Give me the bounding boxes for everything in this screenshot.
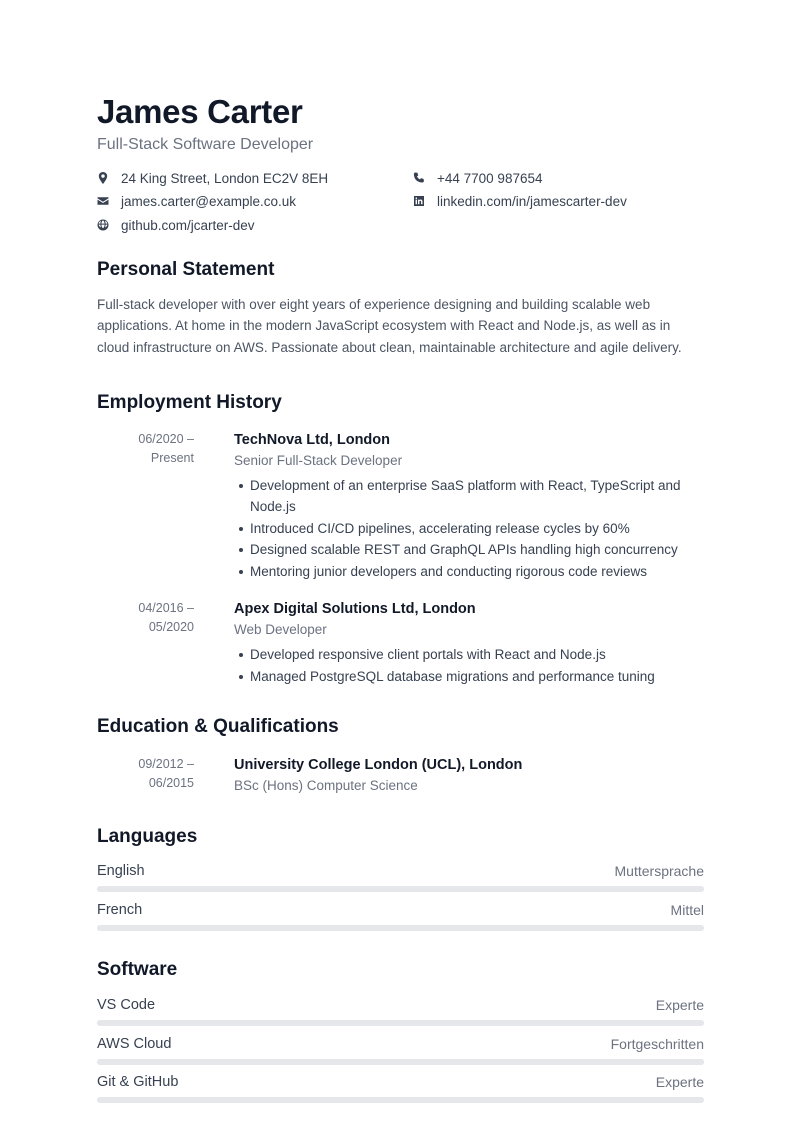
skill-label: English xyxy=(97,863,145,880)
entry-date-start: 06/2020 – xyxy=(138,431,194,446)
bullet-item: Designed scalable REST and GraphQL APIs handling high concurrency xyxy=(234,539,704,561)
contact-address xyxy=(97,168,328,188)
languages-list xyxy=(97,861,704,938)
skill-bar-track xyxy=(97,1020,704,1026)
entry-degree: BSc (Hons) Computer Science xyxy=(234,778,418,794)
linkedin-icon xyxy=(413,195,425,207)
skill-level: Muttersprache xyxy=(614,863,704,880)
skill-bar-fill xyxy=(97,1020,704,1026)
bullet-item: Introduced CI/CD pipelines, accelerating release cycles by 60% xyxy=(234,518,704,540)
entry-company: Apex Digital Solutions Ltd, London xyxy=(234,601,476,618)
section-heading-employment: Employment History xyxy=(97,391,282,413)
skill-level: Experte xyxy=(655,997,704,1014)
candidate-name: James Carter xyxy=(97,93,303,130)
entry-body xyxy=(234,599,704,687)
contact-phone xyxy=(413,168,542,188)
employment-entry xyxy=(97,430,704,583)
entry-date-end: Present xyxy=(150,450,194,465)
contact-block xyxy=(97,168,704,244)
github-link[interactable]: github.com/jcarter-dev xyxy=(121,217,255,233)
skill-label: Git & GitHub xyxy=(97,1074,179,1091)
statement-text: Full-stack developer with over eight years of experience designing and building scalable web applications. At home in the modern JavaScript ecosystem with React and Node.js, as well as in cloud infrastructure on AWS. Passionate about clean, maintainable architecture and agile delivery. xyxy=(97,297,682,355)
entry-bullets xyxy=(234,475,704,583)
phone-text[interactable]: +44 7700 987654 xyxy=(437,170,543,186)
entry-institution: University College London (UCL), London xyxy=(234,757,523,774)
skill-bar-track xyxy=(97,925,704,931)
entry-bullets xyxy=(234,644,704,687)
section-heading-education: Education & Qualifications xyxy=(97,716,339,738)
skill-label: French xyxy=(97,901,143,918)
skill-bar-fill xyxy=(97,1059,704,1065)
entry-company: TechNova Ltd, London xyxy=(234,431,390,448)
skill-level: Experte xyxy=(655,1074,704,1091)
employment-entry xyxy=(97,599,704,687)
section-heading-statement: Personal Statement xyxy=(97,259,275,280)
software-list xyxy=(97,995,704,1111)
contact-email xyxy=(97,191,296,211)
language-item xyxy=(97,861,704,900)
globe-icon xyxy=(97,219,109,231)
software-item xyxy=(97,1034,704,1073)
entry-date-end: 06/2015 xyxy=(148,776,194,791)
envelope-icon xyxy=(97,195,109,207)
candidate-title: Full-Stack Software Developer xyxy=(97,136,314,153)
section-heading-software: Software xyxy=(97,959,178,981)
resume-content xyxy=(97,92,704,1111)
address-text: 24 King Street, London EC2V 8EH xyxy=(121,170,329,186)
entry-date-start: 09/2012 – xyxy=(138,757,194,772)
bullet-item: Development of an enterprise SaaS platform with React, TypeScript and Node.js xyxy=(234,475,704,518)
bullet-item: Mentoring junior developers and conducting rigorous code reviews xyxy=(234,561,704,583)
entry-date-end: 05/2020 xyxy=(148,620,194,635)
skill-level: Fortgeschritten xyxy=(610,1035,704,1052)
contact-linkedin xyxy=(413,191,627,211)
skill-bar-fill xyxy=(97,886,704,892)
entry-date-start: 04/2016 – xyxy=(138,601,194,616)
entry-body xyxy=(234,430,704,583)
phone-icon xyxy=(413,172,425,184)
skill-bar-track xyxy=(97,886,704,892)
email-link[interactable]: james.carter@example.co.uk xyxy=(121,193,297,209)
entry-body xyxy=(234,755,704,796)
language-item xyxy=(97,900,704,939)
education-entry xyxy=(97,755,704,796)
entry-role: Web Developer xyxy=(234,622,327,638)
skill-bar-fill xyxy=(97,925,704,931)
skill-label: VS Code xyxy=(97,997,156,1014)
bullet-item: Managed PostgreSQL database migrations and performance tuning xyxy=(234,666,704,688)
skill-bar-track xyxy=(97,1059,704,1065)
skill-bar-fill xyxy=(97,1097,704,1103)
linkedin-link[interactable]: linkedin.com/in/jamescarter-dev xyxy=(437,193,627,209)
skill-bar-track xyxy=(97,1097,704,1103)
entry-role: Senior Full-Stack Developer xyxy=(234,452,403,468)
section-heading-languages: Languages xyxy=(97,826,198,848)
contact-github xyxy=(97,215,255,235)
skill-level: Mittel xyxy=(670,901,704,918)
software-item xyxy=(97,1072,704,1111)
map-pin-icon xyxy=(97,172,109,184)
bullet-item: Developed responsive client portals with React and Node.js xyxy=(234,644,704,666)
skill-label: AWS Cloud xyxy=(97,1035,172,1052)
software-item xyxy=(97,995,704,1034)
